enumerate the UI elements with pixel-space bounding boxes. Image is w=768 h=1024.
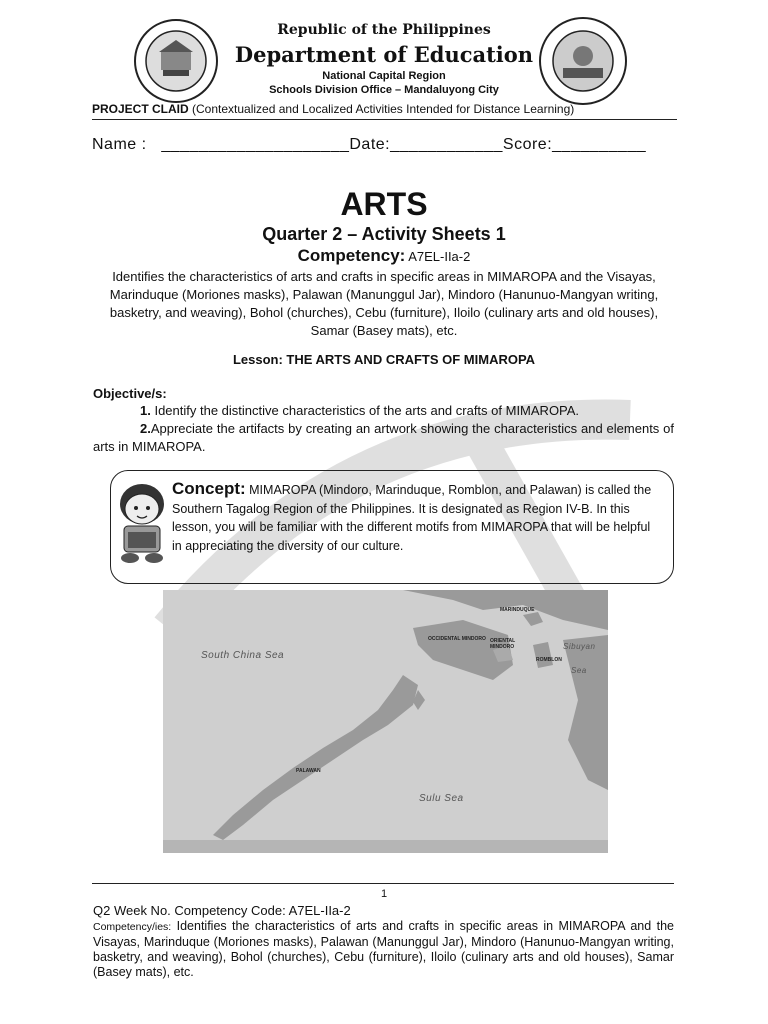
objective-1-number: 1. (140, 403, 151, 418)
map-land-shapes (163, 590, 608, 853)
occidental-mindoro-label: OCCIDENTAL MINDORO (428, 636, 486, 642)
project-line (92, 102, 574, 116)
footer-competency (93, 919, 674, 980)
reading-child-icon (114, 478, 170, 566)
sea-label: Sea (571, 666, 587, 675)
division-heading: Schools Division Office – Mandaluyong City (269, 84, 499, 96)
palawan-label: PALAWAN (296, 768, 321, 774)
sibuyan-sea-label: Sibuyan (563, 642, 596, 651)
objective-2-text: Appreciate the artifacts by creating an artwork showing the characteristics and elements of arts in MIMAROPA. (93, 421, 674, 454)
republic-heading: Republic of the Philippines (277, 22, 491, 38)
competency-code: A7EL-IIa-2 (405, 249, 471, 264)
page-number: 1 (380, 888, 388, 900)
student-fields-line: Name : ____________________Date:____________Score:__________ (92, 136, 647, 153)
concept-label: Concept: (172, 479, 246, 498)
competency-description: Identifies the characteristics of arts and crafts in specific areas in MIMAROPA and the Visayas, Marinduque (Moriones masks), Palawan (Manunggul Jar), Mindoro (Hanunuo-Mangyan writing, basketry, and weaving), Bohol (churches), Cebu (furniture), Iloilo (culinary arts and old houses), Samar (Basey mats), etc. (109, 269, 659, 338)
region-heading: National Capital Region (322, 70, 446, 82)
footer-competency-text: Identifies the characteristics of arts and crafts in specific areas in MIMAROPA and the Visayas, Marinduque (Moriones masks), Palawan (Manunggul Jar), Mindoro (Hanunuo-Mangyan writing, basketry, and weaving), Bohol (churches), Cebu (furniture), Iloilo (culinary arts and old houses), Samar (Basey mats), etc. (93, 919, 674, 979)
south-china-sea-label: South China Sea (201, 650, 285, 661)
footer-competency-label: Competency/ies: (93, 921, 172, 933)
header-rule (92, 119, 677, 120)
project-description: (Contextualized and Localized Activities Intended for Distance Learning) (188, 102, 575, 116)
concept-text (172, 480, 662, 555)
competency-heading (0, 246, 768, 266)
concept-body: MIMAROPA (Mindoro, Marinduque, Romblon, and Palawan) is called the Southern Tagalog Region of the Philippines. It is designated as Region IV-B. In this lesson, you will be familiar with the different motifs from MIMAROPA that will be helpful in appreciating the diversity of our culture. (172, 483, 652, 553)
objective-2-number: 2. (140, 421, 151, 436)
oriental-mindoro-label: ORIENTAL MINDORO (490, 638, 516, 650)
subject-title: ARTS (340, 186, 428, 222)
lesson-title: Lesson: THE ARTS AND CRAFTS OF MIMAROPA (232, 352, 536, 367)
romblon-label: ROMBLON (536, 657, 562, 663)
competency-label: Competency: (297, 246, 406, 265)
objectives-title: Objective/s: (93, 386, 167, 401)
objective-1-text: Identify the distinctive characteristics of the arts and crafts of MIMAROPA. (150, 403, 580, 418)
department-heading: Department of Education (234, 42, 534, 67)
objective-2 (93, 420, 674, 456)
sulu-sea-label: Sulu Sea (419, 793, 464, 804)
footer-competency-code: Q2 Week No. Competency Code: A7EL-IIa-2 (93, 903, 351, 918)
footer-rule (92, 883, 674, 884)
marinduque-label: MARINDUQUE (500, 607, 535, 613)
mimaropa-map (163, 590, 608, 853)
objective-1 (140, 403, 579, 418)
quarter-heading: Quarter 2 – Activity Sheets 1 (262, 224, 506, 244)
project-name: PROJECT CLAID (92, 102, 189, 116)
